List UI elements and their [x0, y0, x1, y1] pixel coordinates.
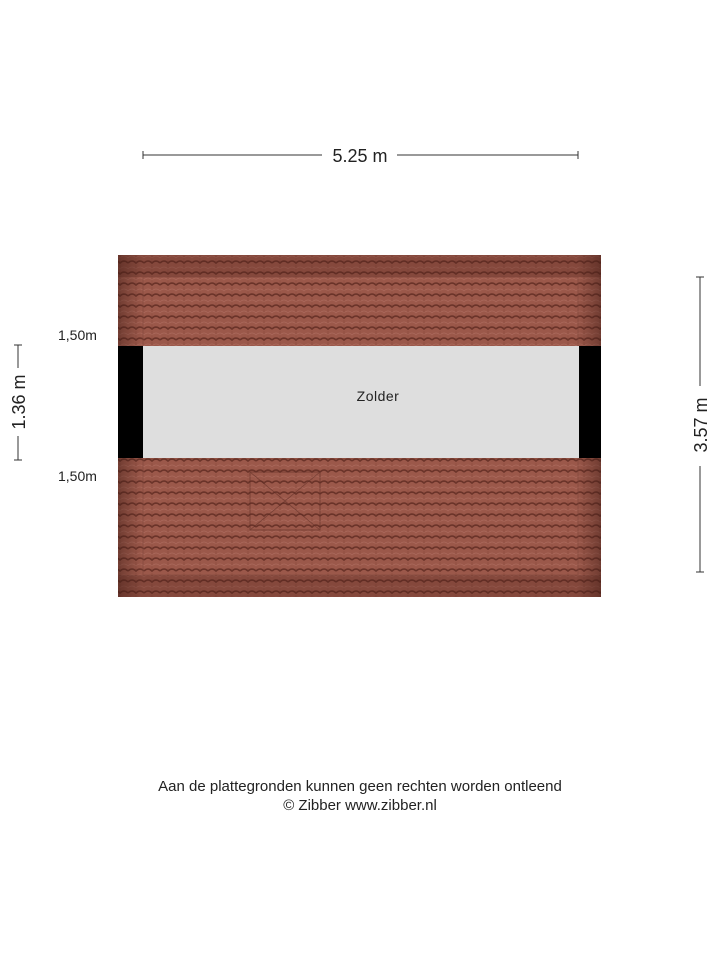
- height-label-upper: 1,50m: [58, 327, 97, 343]
- inner-dimension-label: 1.36 m: [9, 374, 29, 430]
- depth-dimension-label: 3.57 m: [691, 397, 711, 453]
- roof-lower: [118, 458, 601, 597]
- copyright-text: © Zibber www.zibber.nl: [283, 797, 437, 814]
- inner-dimension: [9, 345, 29, 460]
- room-label: Zolder: [356, 388, 400, 404]
- wall-left: [118, 346, 143, 458]
- width-dimension: [143, 146, 578, 166]
- wall-right: [579, 346, 601, 458]
- width-dimension-label: 5.25 m: [332, 146, 388, 166]
- depth-dimension: [691, 277, 711, 572]
- height-label-lower: 1,50m: [58, 468, 97, 484]
- roof-upper: [118, 255, 601, 347]
- disclaimer-text: Aan de plattegronden kunnen geen rechten worden ontleend: [158, 778, 562, 795]
